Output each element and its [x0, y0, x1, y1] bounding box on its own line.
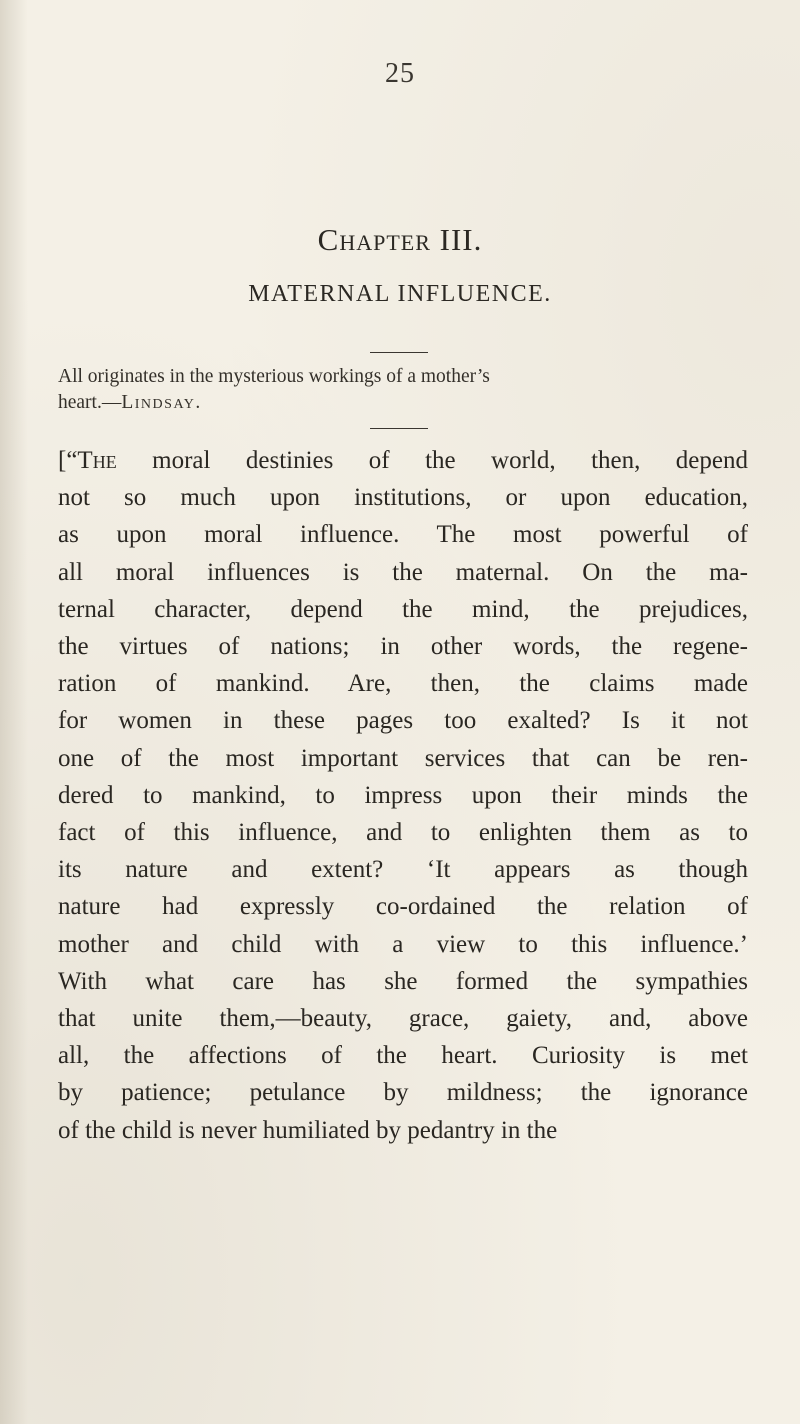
paragraph-line: all, the affections of the heart. Curiosity is met — [58, 1042, 748, 1070]
chapter-label: Chapter III. — [317, 222, 483, 257]
page-number: 25 — [385, 58, 415, 89]
paragraph-line: that unite them,—beauty, grace, gaiety, and, above — [58, 1005, 748, 1033]
paragraph-line: by patience; petulance by mildness; the ignorance — [58, 1079, 748, 1107]
epigraph-line-2-prefix: heart.— — [58, 392, 122, 413]
paragraph-line: for women in these pages too exalted? Is it not — [58, 707, 748, 735]
divider-rule-bottom — [370, 428, 428, 429]
body-paragraph — [58, 442, 748, 1149]
paragraph-line: With what care has she formed the sympathies — [58, 967, 748, 995]
opening-bracket: [“ — [58, 447, 78, 474]
paragraph-line: ration of mankind. Are, then, the claims made — [58, 670, 748, 698]
first-word: The — [77, 447, 117, 474]
chapter-title: MATERNAL INFLUENCE. — [248, 281, 552, 307]
paragraph-line: all moral influences is the maternal. On the ma- — [58, 558, 748, 586]
paragraph-line: nature had expressly co-ordained the relation of — [58, 893, 748, 921]
paragraph-line: of the child is never humiliated by pedantry in the — [58, 1116, 558, 1144]
divider-rule-top — [370, 352, 428, 353]
paragraph-line-text: moral destinies of the world, then, depend — [116, 447, 748, 474]
paragraph-line: ternal character, depend the mind, the prejudices, — [58, 595, 748, 623]
epigraph-author: Lindsay. — [121, 392, 202, 413]
paragraph-line: as upon moral influence. The most powerful of — [58, 521, 748, 549]
paragraph-line: fact of this influence, and to enlighten them as to — [58, 819, 748, 847]
epigraph-line-1: All originates in the mysterious workings of a mother’s — [58, 366, 490, 387]
page-edge-shadow — [0, 0, 28, 1424]
paragraph-line — [58, 442, 748, 479]
paragraph-line: dered to mankind, to impress upon their minds the — [58, 781, 748, 809]
epigraph — [58, 364, 738, 416]
paragraph-line: the virtues of nations; in other words, the regene- — [58, 633, 748, 661]
paragraph-line: one of the most important services that can be ren- — [58, 744, 748, 772]
paragraph-line: not so much upon institutions, or upon education, — [58, 484, 748, 512]
paragraph-line: its nature and extent? ‘It appears as though — [58, 856, 748, 884]
paragraph-line: mother and child with a view to this influence.’ — [58, 930, 748, 958]
